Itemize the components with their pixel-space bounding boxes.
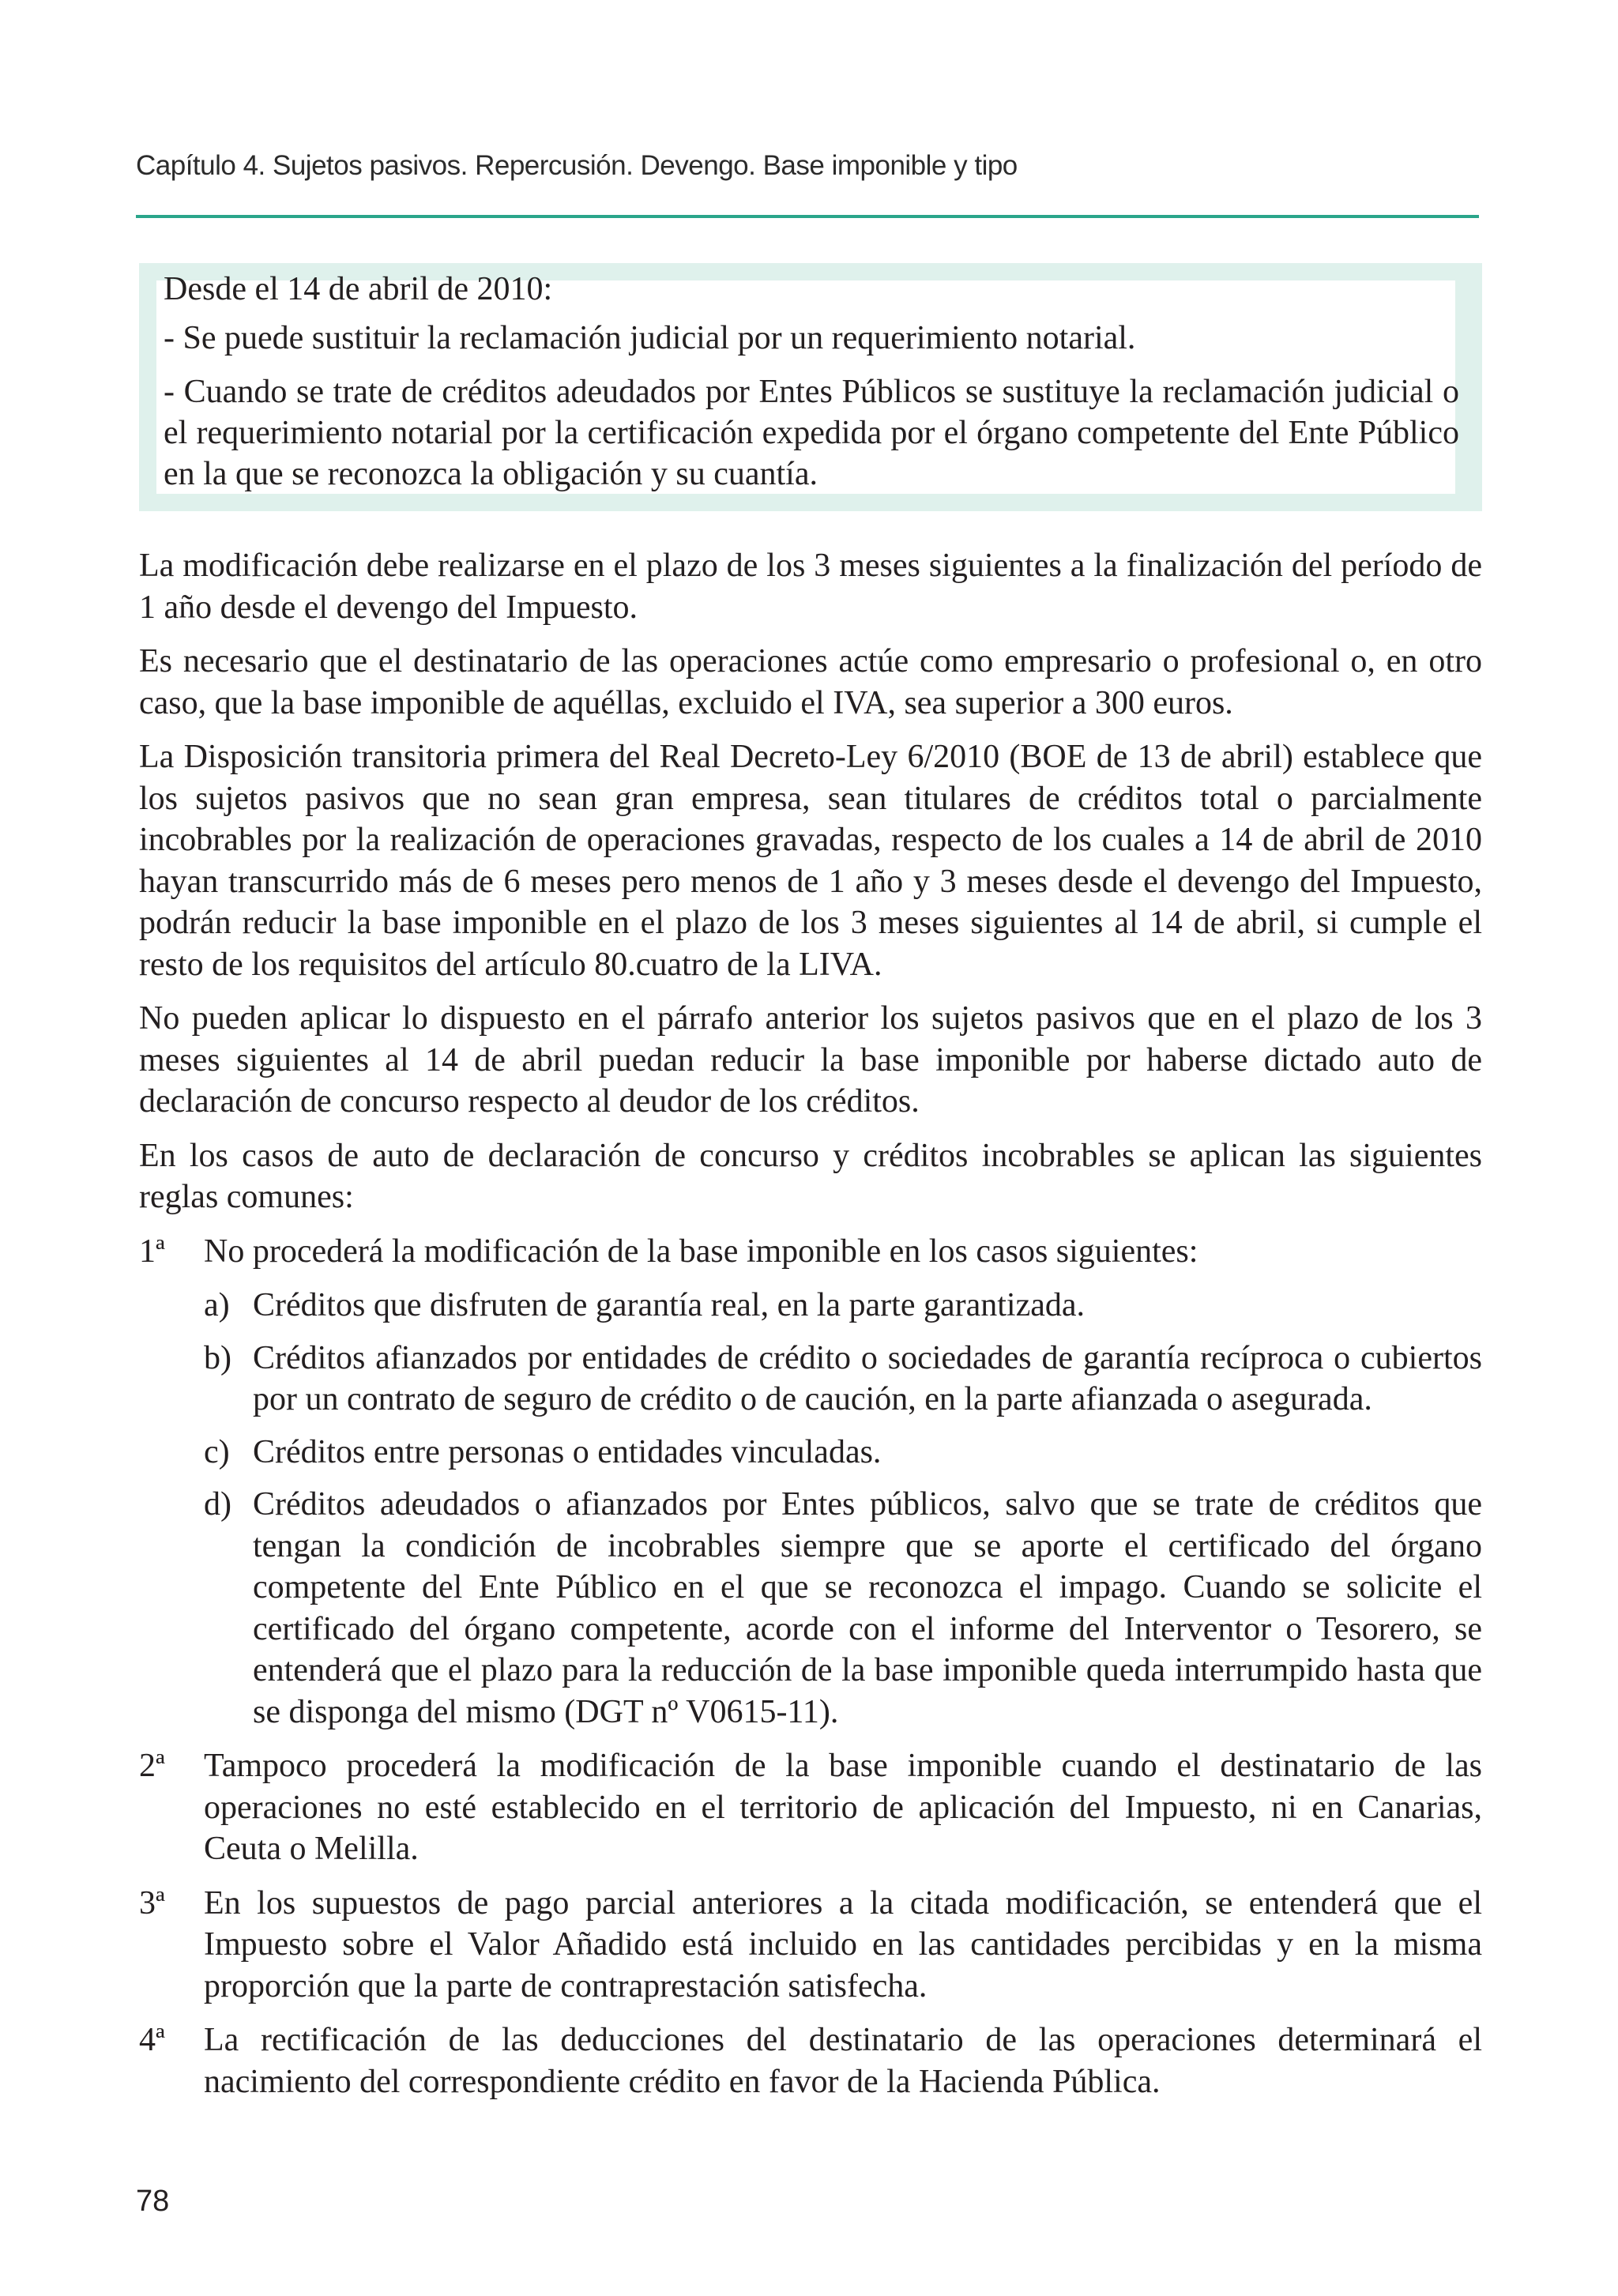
sub-text: Créditos entre personas o entidades vinculadas. [253,1433,882,1470]
rule-item-2 [139,1745,1482,1870]
note-box-text [164,269,1459,507]
rule-text: En los supuestos de pago parcial anteriores a la citada modificación, se entenderá que el Impuesto sobre el Valor Añadido está incluido en las cantidades percibidas y en la misma proporción que la parte de contraprestación satisfecha. [204,1884,1482,2004]
sub-text: Créditos que disfruten de garantía real, en la parte garantizada. [253,1287,1086,1323]
note-line: Desde el 14 de abril de 2010: [164,271,553,307]
sub-letter: a) [204,1287,230,1323]
page-number: 78 [136,2185,170,2218]
sub-letter: c) [204,1433,230,1470]
rule-text: La rectificación de las deducciones del destinatario de las operaciones determinará el nacimiento del correspondiente crédito en favor de la Hacienda Pública. [204,2022,1482,2100]
sub-item-c [139,1432,1482,1474]
sub-item-d [139,1484,1482,1733]
rule-number: 3ª [139,1884,165,1921]
paragraph: No pueden aplicar lo dispuesto en el párrafo anterior los sujetos pasivos que en el plazo de los 3 meses siguientes al 14 de abril puedan reducir la base imponible por haberse dictado auto de declaración de concurso respecto al deudor de los créditos. [139,1000,1482,1120]
sub-letter: b) [204,1339,231,1376]
rule-text: No procederá la modificación de la base imponible en los casos siguientes: [204,1233,1198,1270]
rule-item-1 [139,1231,1482,1273]
paragraph: Es necesario que el destinatario de las operaciones actúe como empresario o profesional o, en otro caso, que la base imponible de aquéllas, excluido el IVA, sea superior a 300 euros. [139,643,1482,721]
rule-item-4 [139,2019,1482,2102]
sub-letter: d) [204,1486,231,1523]
note-line: - Se puede sustituir la reclamación judicial por un requerimiento notarial. [164,320,1136,356]
body-text [139,545,1482,2115]
rule-number: 2ª [139,1748,165,1784]
rule-number: 4ª [139,2022,165,2058]
sub-text: Créditos afianzados por entidades de crédito o sociedades de garantía recíproca o cubiertos por un contrato de seguro de crédito o de caución, en la parte afianzada o asegurada. [253,1339,1482,1417]
paragraph: La modificación debe realizarse en el plazo de los 3 meses siguientes a la finalización del período de 1 año desde el devengo del Impuesto. [139,548,1482,626]
rule-item-3 [139,1883,1482,2008]
chapter-header: Capítulo 4. Sujetos pasivos. Repercusión. Devengo. Base imponible y tipo [136,150,1018,181]
rule-text: Tampoco procederá la modificación de la base imponible cuando el destinatario de las operaciones no esté establecido en el territorio de aplicación del Impuesto, ni en Canarias, Ceuta o Melilla. [204,1748,1482,1867]
sub-text: Créditos adeudados o afianzados por Entes públicos, salvo que se trate de créditos que tengan la condición de incobrables siempre que se aporte el certificado del órgano competente del Ente Público en el que se reconozca el impago. Cuando se solicite el certificado del órgano competente, acorde con el informe del Interventor o Tesorero, se entenderá que el plazo para la reducción de la base imponible queda interrumpido hasta que se disponga del mismo (DGT nº V0615-11). [253,1486,1482,1730]
paragraph: La Disposición transitoria primera del Real Decreto-Ley 6/2010 (BOE de 13 de abril) establece que los sujetos pasivos que no sean gran empresa, sean titulares de créditos total o parcialmente incobrables por la realización de operaciones gravadas, respecto de los cuales a 14 de abril de 2010 hayan transcurrido más de 6 meses pero menos de 1 año y 3 meses desde el devengo del Impuesto, podrán reducir la base imponible en el plazo de los 3 meses siguientes al 14 de abril, si cumple el resto de los requisitos del artículo 80.cuatro de la LIVA. [139,739,1482,983]
note-line: - Cuando se trate de créditos adeudados por Entes Públicos se sustituye la reclamación judicial o el requerimiento notarial por la certificación expedida por el órgano competente del Ente Público en la que se reconozca la obligación y su cuantía. [164,374,1459,492]
sub-list [139,1285,1482,1733]
sub-item-a [139,1285,1482,1327]
rule-number: 1ª [139,1233,165,1270]
paragraph: En los casos de auto de declaración de concurso y créditos incobrables se aplican las siguientes reglas comunes: [139,1137,1482,1215]
sub-item-b [139,1338,1482,1421]
header-divider [136,215,1479,218]
